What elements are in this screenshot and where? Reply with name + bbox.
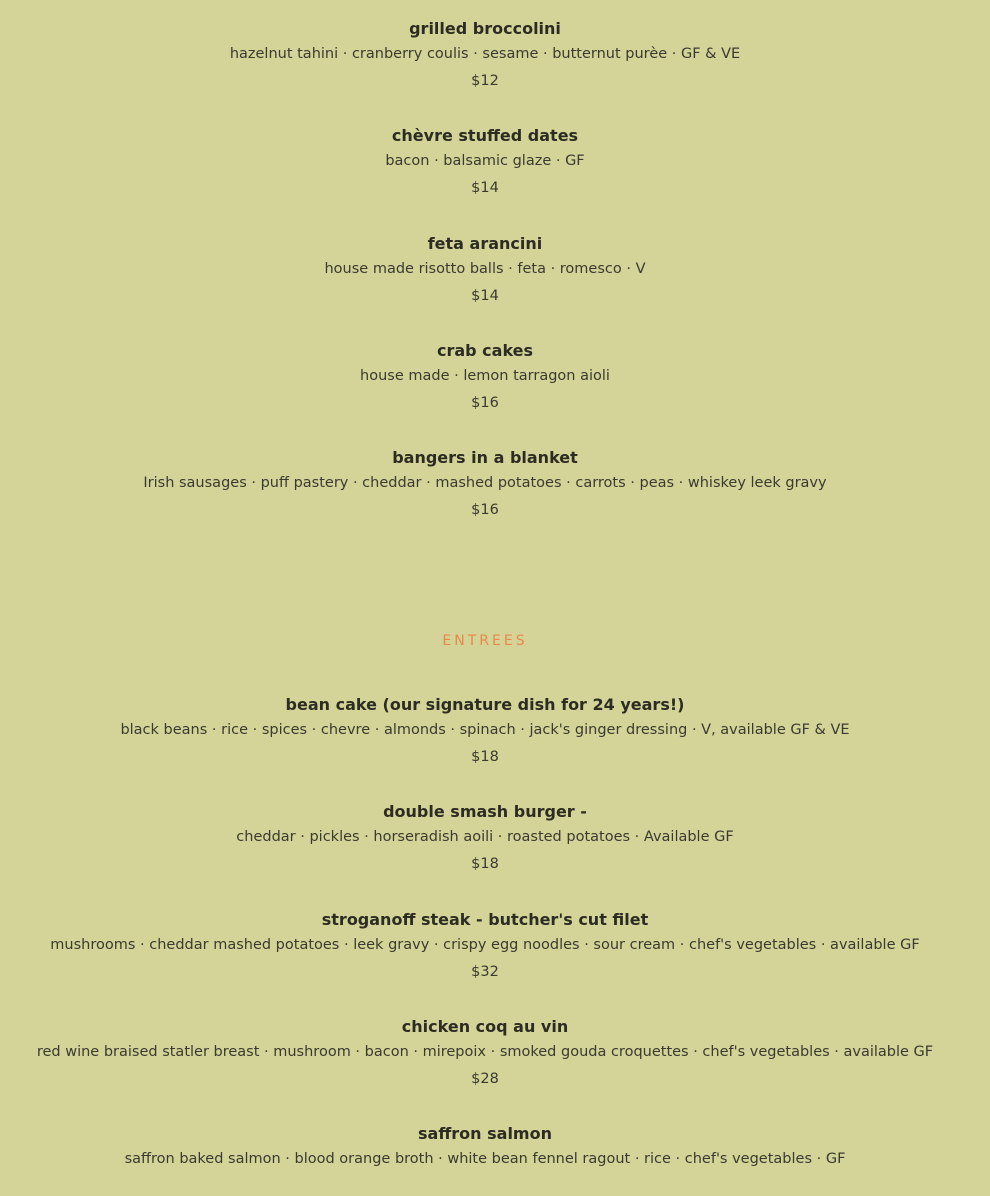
item-price: $28 bbox=[471, 1071, 499, 1087]
menu-item bbox=[0, 234, 970, 306]
item-description: bacon · balsamic glaze · GF bbox=[385, 153, 585, 169]
item-description: hazelnut tahini · cranberry coulis · sesame · butternut purèe · GF & VE bbox=[229, 46, 741, 62]
item-name: saffron salmon bbox=[418, 1124, 552, 1143]
item-price: $16 bbox=[471, 502, 499, 518]
item-name: grilled broccolini bbox=[409, 19, 561, 38]
menu-item bbox=[0, 802, 970, 874]
item-description: house made · lemon tarragon aioli bbox=[360, 368, 610, 384]
item-price: $18 bbox=[471, 856, 499, 872]
item-name: chèvre stuffed dates bbox=[391, 126, 579, 145]
menu-item bbox=[0, 695, 970, 767]
section-heading-entrees: ENTREES bbox=[442, 633, 528, 649]
menu-item bbox=[0, 1017, 970, 1089]
menu-item bbox=[0, 448, 970, 520]
item-description: black beans · rice · spices · chevre · almonds · spinach · jack's ginger dressing · V, available GF & VE bbox=[120, 722, 850, 738]
menu-item bbox=[0, 126, 970, 198]
menu-item bbox=[0, 1124, 970, 1196]
item-price: $18 bbox=[471, 749, 499, 765]
item-name: chicken coq au vin bbox=[401, 1017, 569, 1036]
item-name: stroganoff steak - butcher's cut filet bbox=[321, 910, 649, 929]
item-price bbox=[0, 1176, 970, 1196]
item-price: $32 bbox=[471, 964, 499, 980]
item-name: crab cakes bbox=[436, 341, 534, 360]
item-description: saffron baked salmon · blood orange broth · white bean fennel ragout · rice · chef's vegetables · GF bbox=[124, 1151, 846, 1167]
item-name: bangers in a blanket bbox=[392, 448, 578, 467]
item-price: $14 bbox=[471, 288, 499, 304]
item-description: mushrooms · cheddar mashed potatoes · leek gravy · crispy egg noodles · sour cream · chef's vegetables · available GF bbox=[50, 937, 920, 953]
item-price: $16 bbox=[471, 395, 499, 411]
item-name: bean cake (our signature dish for 24 years!) bbox=[285, 695, 685, 714]
item-description: house made risotto balls · feta · romesco · V bbox=[324, 261, 646, 277]
menu-item bbox=[0, 910, 970, 982]
item-description: cheddar · pickles · horseradish aoili · roasted potatoes · Available GF bbox=[236, 829, 734, 845]
item-price: $14 bbox=[471, 180, 499, 196]
item-name: feta arancini bbox=[427, 234, 543, 253]
item-price: $12 bbox=[471, 73, 499, 89]
menu-item bbox=[0, 19, 970, 91]
item-name: double smash burger - bbox=[383, 802, 587, 821]
item-description: Irish sausages · puff pastery · cheddar · mashed potatoes · carrots · peas · whiskey leek gravy bbox=[143, 475, 827, 491]
item-description: red wine braised statler breast · mushroom · bacon · mirepoix · smoked gouda croquettes · chef's vegetables · available GF bbox=[36, 1044, 934, 1060]
menu-item bbox=[0, 341, 970, 413]
